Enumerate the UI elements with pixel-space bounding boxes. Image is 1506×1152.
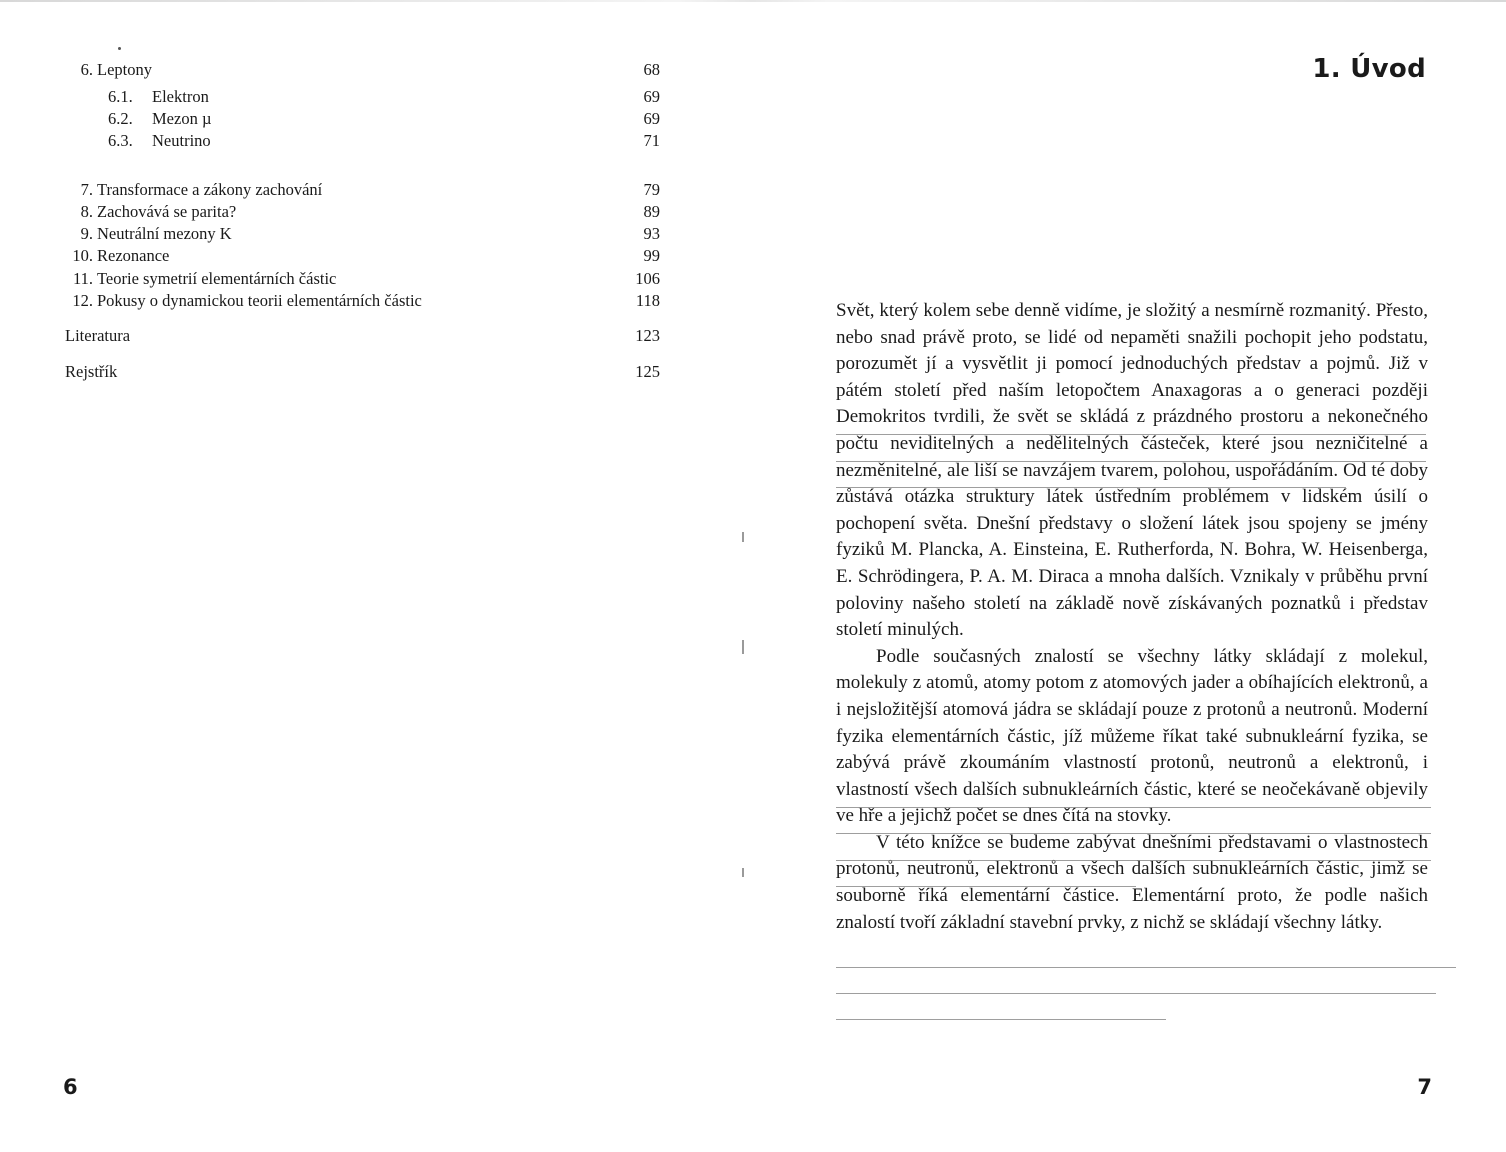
paragraph: Svět, který kolem sebe denně vidíme, je složitý a nesmírně rozmanitý. Přesto, nebo snad právě proto, se lidé od nepaměti snažili pochopit jeho podstatu, porozumět jí a vysvětlit ji pomocí jednoduchých představ a pojmů. Již v pátém století před naším letopočtem Anaxagoras a o generaci později Demokritos tvrdili, že svět se skládá z prázdného prostoru a nekonečného počtu neviditelných a nedělitelných částeček, které jsou nezničitelné a nezměnitelné, ale liší se navzájem tvarem, polohou, uspořádáním. Od té doby zůstává otázka struktury látek ústředním problémem v lidském úsilí o pochopení světa. Dnešní představy o složení látek jsou spojeny se jmény fyziků M. Plancka, A. Einsteina, E. Rutherforda, N. Bohra, W. Heisenberga, E. Schrödingera, P. A. M. Diraca a mnoha dalších. Vznikaly v průběhu první poloviny našeho století na základě nově získávaných poznatků i představ století minulých. bbox=[836, 300, 1428, 641]
toc-title: Pokusy o dynamickou teorii elementárních částic bbox=[97, 291, 422, 310]
toc-title: Rejstřík bbox=[65, 362, 118, 381]
toc-page-number: 69 bbox=[643, 87, 660, 106]
toc-page-number: 71 bbox=[643, 131, 660, 150]
toc-entry bbox=[0, 269, 660, 289]
toc-number: 6.2. bbox=[108, 109, 133, 128]
toc-page-number: 106 bbox=[635, 269, 660, 288]
toc-page-number: 69 bbox=[643, 109, 660, 128]
pencil-underline bbox=[836, 434, 1426, 435]
toc-entry bbox=[0, 291, 660, 311]
gutter-mark bbox=[742, 868, 744, 877]
toc-entry bbox=[0, 87, 660, 107]
toc-page-number: 89 bbox=[643, 202, 660, 221]
toc-number: 7. bbox=[80, 180, 93, 199]
toc-entry bbox=[0, 224, 660, 244]
pencil-underline bbox=[836, 1019, 1166, 1020]
toc-number: 9. bbox=[80, 224, 93, 243]
toc-number: 12. bbox=[72, 291, 93, 310]
toc-title: Leptony bbox=[97, 60, 152, 79]
toc-number: 6.3. bbox=[108, 131, 133, 150]
pencil-underline bbox=[836, 886, 1136, 887]
toc-title: Rezonance bbox=[97, 246, 170, 265]
chapter-heading: 1. Úvod bbox=[1312, 54, 1426, 84]
pencil-underline bbox=[836, 461, 1426, 462]
pencil-underline bbox=[836, 967, 1456, 968]
toc-number: 6. bbox=[80, 60, 93, 79]
page-number: 7 bbox=[1417, 1075, 1432, 1099]
toc-page-number: 123 bbox=[635, 326, 660, 345]
toc-number: 11. bbox=[72, 269, 93, 288]
toc-page-number: 118 bbox=[635, 291, 660, 310]
toc-title: Zachovává se parita? bbox=[97, 202, 237, 221]
gutter-mark bbox=[742, 640, 744, 654]
toc-title: Neutrální mezony K bbox=[97, 224, 232, 243]
toc-entry bbox=[0, 131, 660, 151]
toc-entry bbox=[0, 246, 660, 266]
toc-page-number: 68 bbox=[643, 60, 660, 79]
pencil-underline bbox=[836, 487, 1346, 488]
toc-entry bbox=[0, 202, 660, 222]
toc-page-number: 93 bbox=[643, 224, 660, 243]
page-number: 6 bbox=[63, 1075, 78, 1099]
toc-number: 10. bbox=[72, 246, 93, 265]
paragraph: Podle současných znalostí se všechny látky skládají z molekul, molekuly z atomů, atomy potom z atomových jader a obíhajících elektronů, a i nejsložitější atomová jádra se skládají pouze z protonů a neutronů. Moderní fyzika elementárních částic, jíž můžeme říkat také subnukleární fyzika, se zabývá právě zkoumáním vlastností protonů, neutronů a elektronů, i vlastností všech dalších subnukleárních částic, které se neočekávaně objevily ve hře a jejichž počet se dnes čítá na stovky. bbox=[836, 645, 1428, 827]
toc-title: Teorie symetrií elementárních částic bbox=[97, 269, 337, 288]
toc-page-number: 125 bbox=[635, 362, 660, 381]
body-text bbox=[836, 298, 1428, 936]
pencil-underline bbox=[836, 807, 1431, 808]
pencil-underline bbox=[836, 833, 1431, 834]
toc-title: Literatura bbox=[65, 326, 131, 345]
toc-title: Transformace a zákony zachování bbox=[97, 180, 323, 199]
toc-title: Neutrino bbox=[152, 131, 211, 150]
toc-number: 6.1. bbox=[108, 87, 133, 106]
toc-entry bbox=[0, 60, 660, 80]
ink-dot bbox=[118, 47, 121, 50]
toc-title: Elektron bbox=[152, 87, 209, 106]
gutter-mark bbox=[742, 532, 744, 542]
toc-number: 8. bbox=[80, 202, 93, 221]
toc-entry bbox=[0, 326, 660, 346]
toc-page-number: 99 bbox=[643, 246, 660, 265]
paragraph: V této knížce se budeme zabývat dnešními představami o vlastnostech protonů, neutronů, elektronů a všech dalších subnukleárních částic, jimž se souborně říká elementární částice. Elementární proto, že podle našich znalostí tvoří základní stavební prvky, z nichž se skládají všechny látky. bbox=[836, 831, 1428, 933]
toc-entry bbox=[0, 362, 660, 382]
toc-entry bbox=[0, 180, 660, 200]
right-page bbox=[753, 0, 1506, 1152]
pencil-underline bbox=[836, 993, 1436, 994]
toc-title: Mezon µ bbox=[152, 109, 212, 128]
toc-entry bbox=[0, 109, 660, 129]
pencil-underline bbox=[836, 860, 1431, 861]
toc-page-number: 79 bbox=[643, 180, 660, 199]
